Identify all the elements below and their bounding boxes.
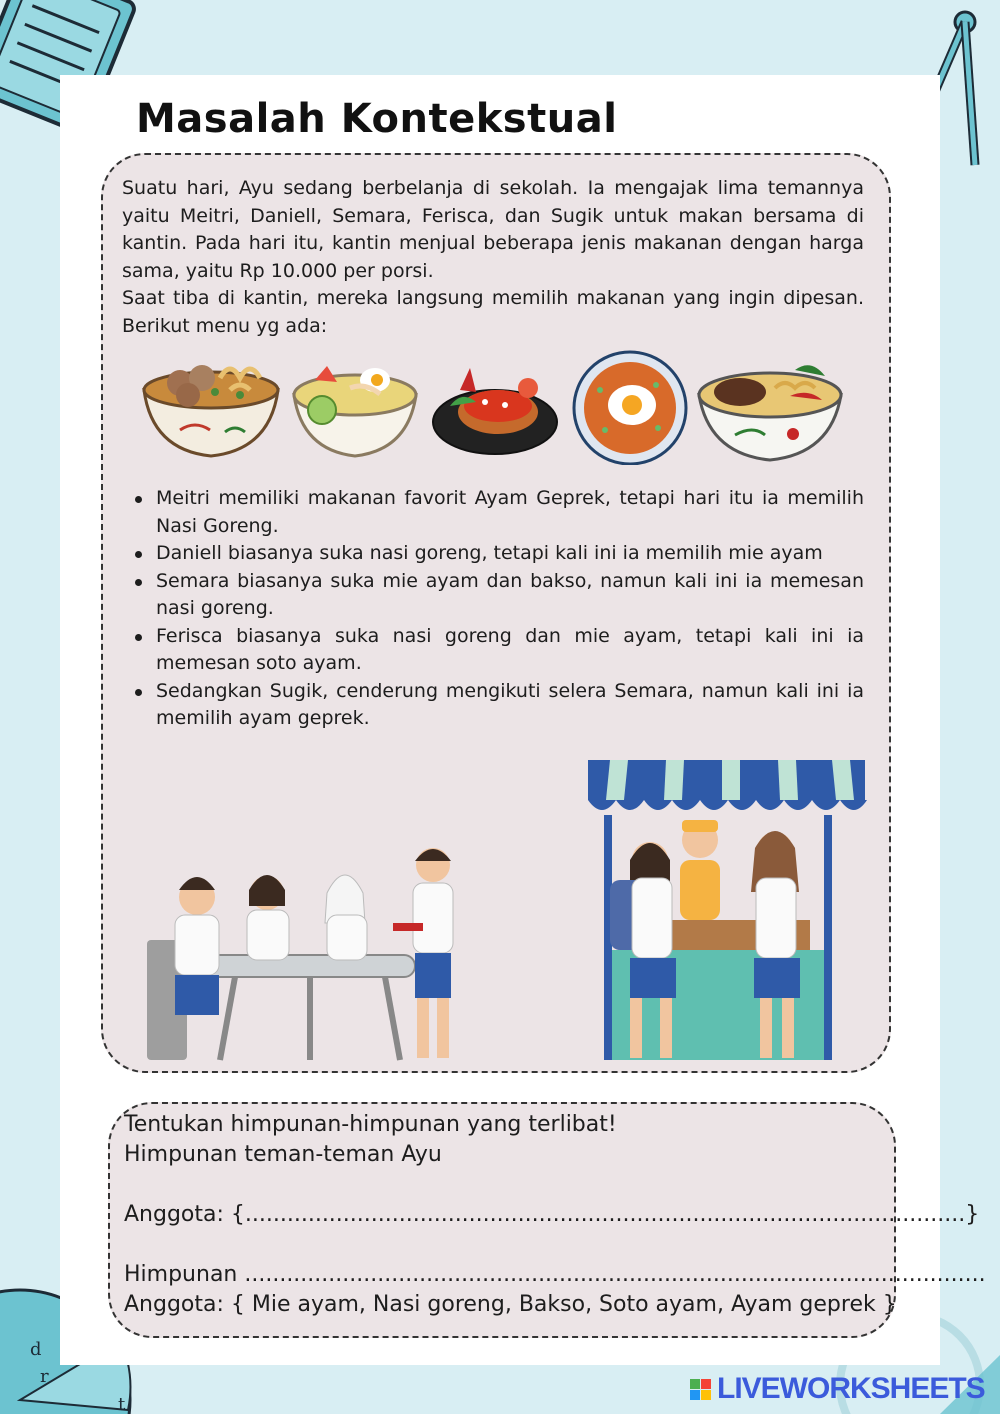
answer-text	[124, 1110, 986, 1320]
svg-text:t: t	[118, 1394, 126, 1414]
svg-text:d: d	[30, 1339, 42, 1360]
nasi-goreng-plate-icon	[570, 350, 690, 465]
page-title: Masalah Kontekstual	[136, 96, 618, 142]
story-text	[122, 175, 864, 340]
brand-name: LIVEWORKSHEETS	[717, 1372, 985, 1405]
story-paragraph-2: Saat tiba di kantin, mereka langsung memilih makanan yang ingin dipesan. Berikut menu yg ada:	[122, 287, 864, 337]
food-menu-row	[140, 350, 850, 465]
ayam-geprek-plate-icon	[430, 350, 560, 460]
story-paragraph-1: Suatu hari, Ayu sedang berbelanja di sekolah. Ia mengajak lima temannya yaitu Meitri, Daniell, Semara, Ferisca, dan Sugik untuk makan bersama di kantin. Pada hari itu, kantin menjual beberapa jenis makanan dengan harga sama, yaitu Rp 10.000 per porsi.	[122, 177, 864, 282]
logo-badge-icon	[690, 1379, 711, 1400]
list-item: Daniell biasanya suka nasi goreng, tetapi kali ini ia memilih mie ayam	[122, 540, 864, 568]
set-name-blank-field[interactable]: Himpunan ..........................................................................................................	[124, 1262, 986, 1287]
soto-ayam-bowl-icon	[290, 350, 420, 460]
liveworksheets-logo	[690, 1372, 985, 1406]
bakso-bowl-icon	[140, 350, 282, 460]
list-item: Ferisca biasanya suka nasi goreng dan mie ayam, tetapi kali ini ia memesan soto ayam.	[122, 623, 864, 678]
canteen-stall-illustration	[570, 760, 870, 1075]
list-item: Semara biasanya suka mie ayam dan bakso, namun kali ini ia memesan nasi goreng.	[122, 568, 864, 623]
members-blank-field[interactable]: Anggota: {.......................................................................................................}	[124, 1202, 980, 1227]
list-item: Meitri memiliki makanan favorit Ayam Geprek, tetapi hari itu ia memilih Nasi Goreng.	[122, 485, 864, 540]
members-food-set: Anggota: { Mie ayam, Nasi goreng, Bakso, Soto ayam, Ayam geprek }	[124, 1292, 897, 1317]
svg-text:r: r	[40, 1366, 49, 1387]
students-eating-illustration	[145, 845, 475, 1075]
choices-list	[122, 485, 864, 733]
mie-ayam-bowl-icon	[695, 350, 845, 465]
set-label-friends: Himpunan teman-teman Ayu	[124, 1142, 442, 1167]
instruction-text: Tentukan himpunan-himpunan yang terlibat!	[124, 1112, 617, 1137]
list-item: Sedangkan Sugik, cenderung mengikuti selera Semara, namun kali ini ia memilih ayam geprek.	[122, 678, 864, 733]
